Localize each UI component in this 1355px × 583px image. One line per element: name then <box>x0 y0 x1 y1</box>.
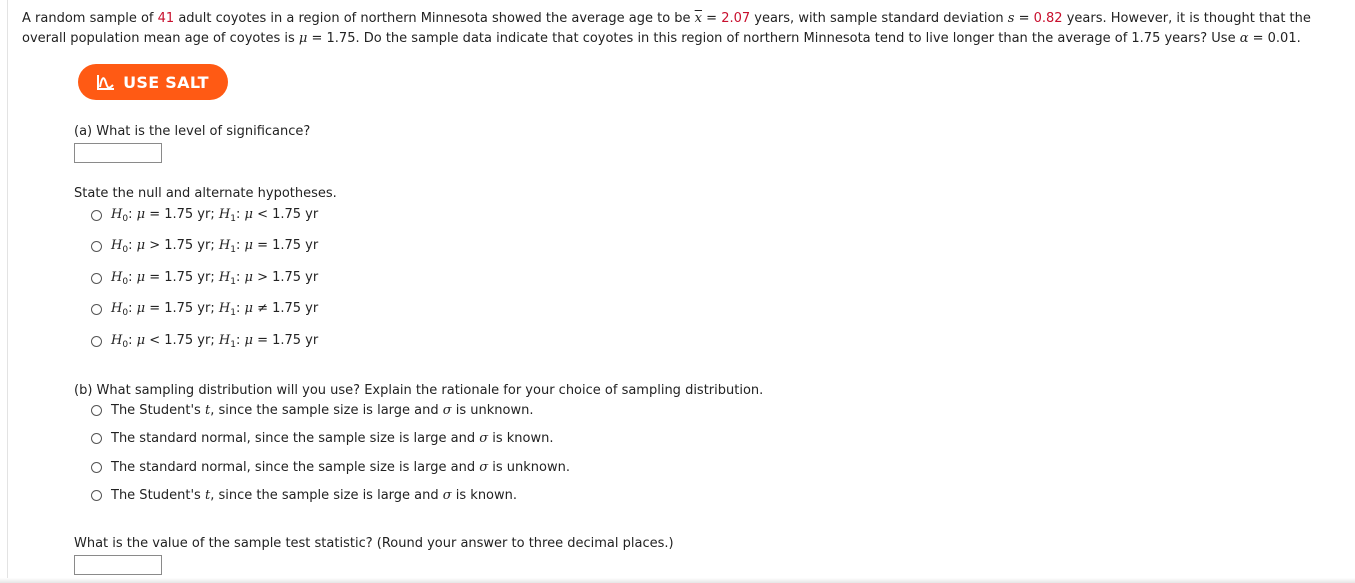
bottom-edge <box>0 578 1355 583</box>
hypotheses-prompt: State the null and alternate hypotheses. <box>74 186 337 201</box>
radio-button[interactable] <box>91 462 102 473</box>
radio-button[interactable] <box>91 241 102 252</box>
sample-sd-value: 0.82 <box>1033 11 1063 26</box>
part-a-question: (a) What is the level of significance? <box>74 124 311 139</box>
distribution-text: The Student's t, since the sample size is large and σ is known. <box>111 488 518 503</box>
radio-button[interactable] <box>91 433 102 444</box>
radio-button[interactable] <box>91 336 102 347</box>
salt-chart-icon <box>97 74 115 90</box>
hypothesis-text: $H_0$: μ < 1.75 yr; $H_1$: μ = 1.75 yr <box>111 333 319 350</box>
problem-statement <box>22 9 1342 49</box>
problem-text: A random sample of <box>22 11 158 26</box>
hypothesis-option[interactable] <box>91 270 318 287</box>
problem-text: years, with sample standard deviation <box>750 11 1008 26</box>
hypothesis-option[interactable] <box>91 333 318 350</box>
test-statistic-input[interactable] <box>74 555 162 575</box>
distribution-option[interactable] <box>91 431 553 446</box>
xbar-symbol: $\overline{x}$ <box>694 11 703 26</box>
hypothesis-option[interactable] <box>91 238 318 255</box>
radio-button[interactable] <box>91 490 102 501</box>
mu-symbol: μ <box>298 31 308 46</box>
distribution-option[interactable] <box>91 488 517 503</box>
left-border <box>7 0 8 583</box>
problem-text: = 1.75. Do the sample data indicate that coyotes in this region of northern Minnesota tend to live longer than the average of 1.75 years? Use <box>307 31 1240 46</box>
hypothesis-text: $H_0$: μ = 1.75 yr; $H_1$: μ ≠ 1.75 yr <box>111 301 319 318</box>
problem-text: = <box>1014 11 1034 26</box>
hypothesis-text: $H_0$: μ > 1.75 yr; $H_1$: μ = 1.75 yr <box>111 238 319 255</box>
alpha-symbol: α <box>1239 31 1249 46</box>
radio-button[interactable] <box>91 405 102 416</box>
distribution-text: The Student's t, since the sample size is large and σ is unknown. <box>111 403 534 418</box>
problem-text: adult coyotes in a region of northern Minnesota showed the average age to be <box>174 11 695 26</box>
sample-size-value: 41 <box>157 11 175 26</box>
distribution-text: The standard normal, since the sample size is large and σ is unknown. <box>111 460 570 475</box>
hypothesis-text: $H_0$: μ = 1.75 yr; $H_1$: μ > 1.75 yr <box>111 270 319 287</box>
radio-button[interactable] <box>91 210 102 221</box>
use-salt-label: USE SALT <box>123 72 209 92</box>
s-symbol: s <box>1007 11 1015 26</box>
problem-text: years. However, it is thought that the overall population mean age of coyotes is <box>22 11 1311 46</box>
test-statistic-question: What is the value of the sample test statistic? (Round your answer to three decimal places.) <box>74 536 674 551</box>
distribution-option[interactable] <box>91 460 570 475</box>
radio-button[interactable] <box>91 273 102 284</box>
hypothesis-option[interactable] <box>91 301 318 318</box>
distribution-text: The standard normal, since the sample size is large and σ is known. <box>111 431 554 446</box>
distribution-option[interactable] <box>91 403 534 418</box>
significance-level-input[interactable] <box>74 143 162 163</box>
hypothesis-text: $H_0$: μ = 1.75 yr; $H_1$: μ < 1.75 yr <box>111 207 319 224</box>
radio-button[interactable] <box>91 304 102 315</box>
part-b-question: (b) What sampling distribution will you use? Explain the rationale for your choice of sampling distribution. <box>74 383 764 398</box>
hypothesis-option[interactable] <box>91 207 318 224</box>
problem-text: = 0.01. <box>1248 31 1301 46</box>
sample-mean-value: 2.07 <box>721 11 751 26</box>
problem-text: = <box>702 11 722 26</box>
use-salt-button[interactable] <box>78 64 228 100</box>
